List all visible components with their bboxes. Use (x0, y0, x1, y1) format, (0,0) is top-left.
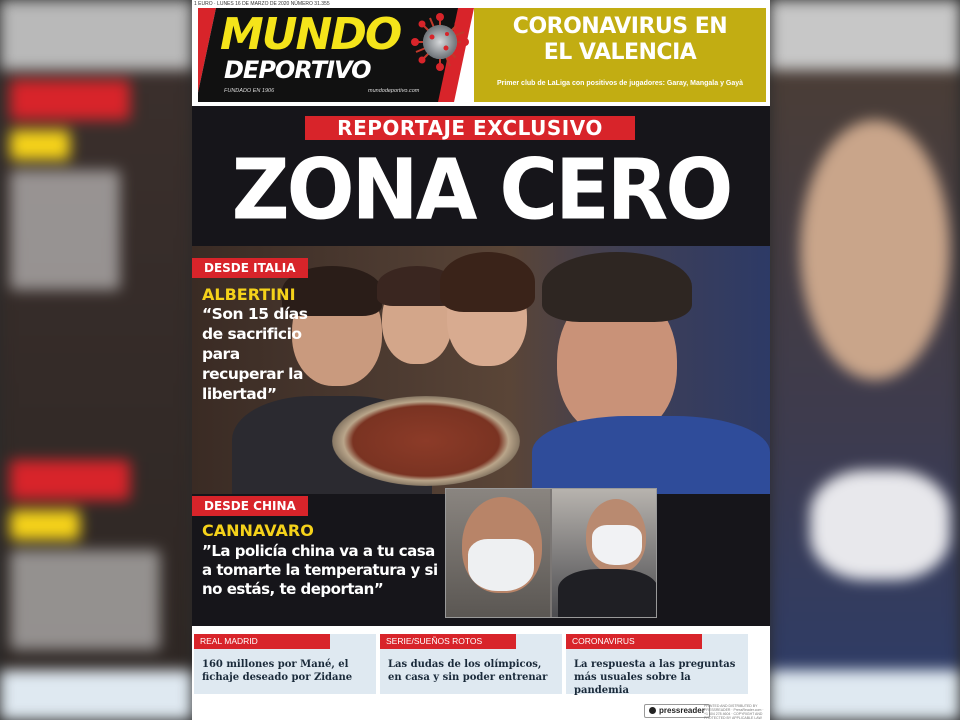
mundo-deportivo-logo[interactable] (198, 8, 474, 102)
website-text: mundodeportivo.com (368, 88, 420, 94)
teaser-real-madrid[interactable] (194, 634, 376, 694)
footer-fine-print: PRINTED AND DISTRIBUTED BY PRESSREADER · PressReader.com · +1 604 278 4604 · COPYRIGHT AND PROTECTED BY APPLICABLE LAW (704, 704, 764, 720)
main-headline: ZONA CERO (231, 140, 731, 239)
teaser-coronavirus[interactable] (566, 634, 748, 694)
logo-mundo-text: MUNDO (220, 9, 401, 60)
issue-line: 1 EURO · LUNES 16 DE MARZO DE 2020 NÚMERO 31.355 (194, 1, 330, 7)
cannavaro-mask-photo (445, 488, 657, 618)
covid-teaser-subtitle: Primer club de LaLiga con positivos de jugadores: Garay, Mangala y Gayà (496, 80, 744, 87)
teaser-tag: CORONAVIRUS (566, 634, 702, 649)
from-china-tag: DESDE CHINA (192, 496, 308, 516)
albertini-name: ALBERTINI (202, 285, 296, 304)
teaser-text: Las dudas de los olímpicos, en casa y sin poder entrenar (388, 659, 548, 683)
coronavirus-icon (410, 12, 470, 72)
teaser-text: 160 millones por Mané, el fichaje deseado por Zidane (202, 659, 353, 683)
blurred-backdrop-left (0, 0, 192, 720)
footer (192, 700, 770, 720)
cannavaro-name: CANNAVARO (202, 521, 314, 540)
bottom-teasers (192, 630, 770, 698)
teaser-olympics[interactable] (380, 634, 562, 694)
exclusive-report-label: REPORTAJE EXCLUSIVO (305, 116, 635, 140)
coronavirus-valencia-teaser[interactable] (474, 8, 766, 102)
covid-teaser-title: CORONAVIRUS EN EL VALENCIA (512, 14, 728, 65)
cannavaro-quote: ”La policía china va a tu casa a tomarte la temperatura y si no estás, te deportan” (202, 542, 438, 598)
albertini-quote: “Son 15 días de sacrificio para recuperar la libertad” (202, 305, 308, 403)
logo-deportivo-text: DEPORTIVO (224, 56, 371, 84)
masthead (192, 8, 770, 102)
teaser-tag: REAL MADRID (194, 634, 330, 649)
teaser-text: La respuesta a las preguntas más usuales sobre la pandemia (574, 659, 736, 696)
from-italy-tag: DESDE ITALIA (192, 258, 308, 278)
main-story[interactable] (192, 106, 770, 626)
teaser-tag: SERIE/SUEÑOS ROTOS (380, 634, 516, 649)
pressreader-badge[interactable]: pressreader (644, 704, 710, 718)
pressreader-icon (649, 707, 656, 714)
blurred-backdrop-right (770, 0, 960, 720)
founded-text: FUNDADO EN 1906 (224, 88, 275, 94)
newspaper-front-page (192, 0, 770, 720)
